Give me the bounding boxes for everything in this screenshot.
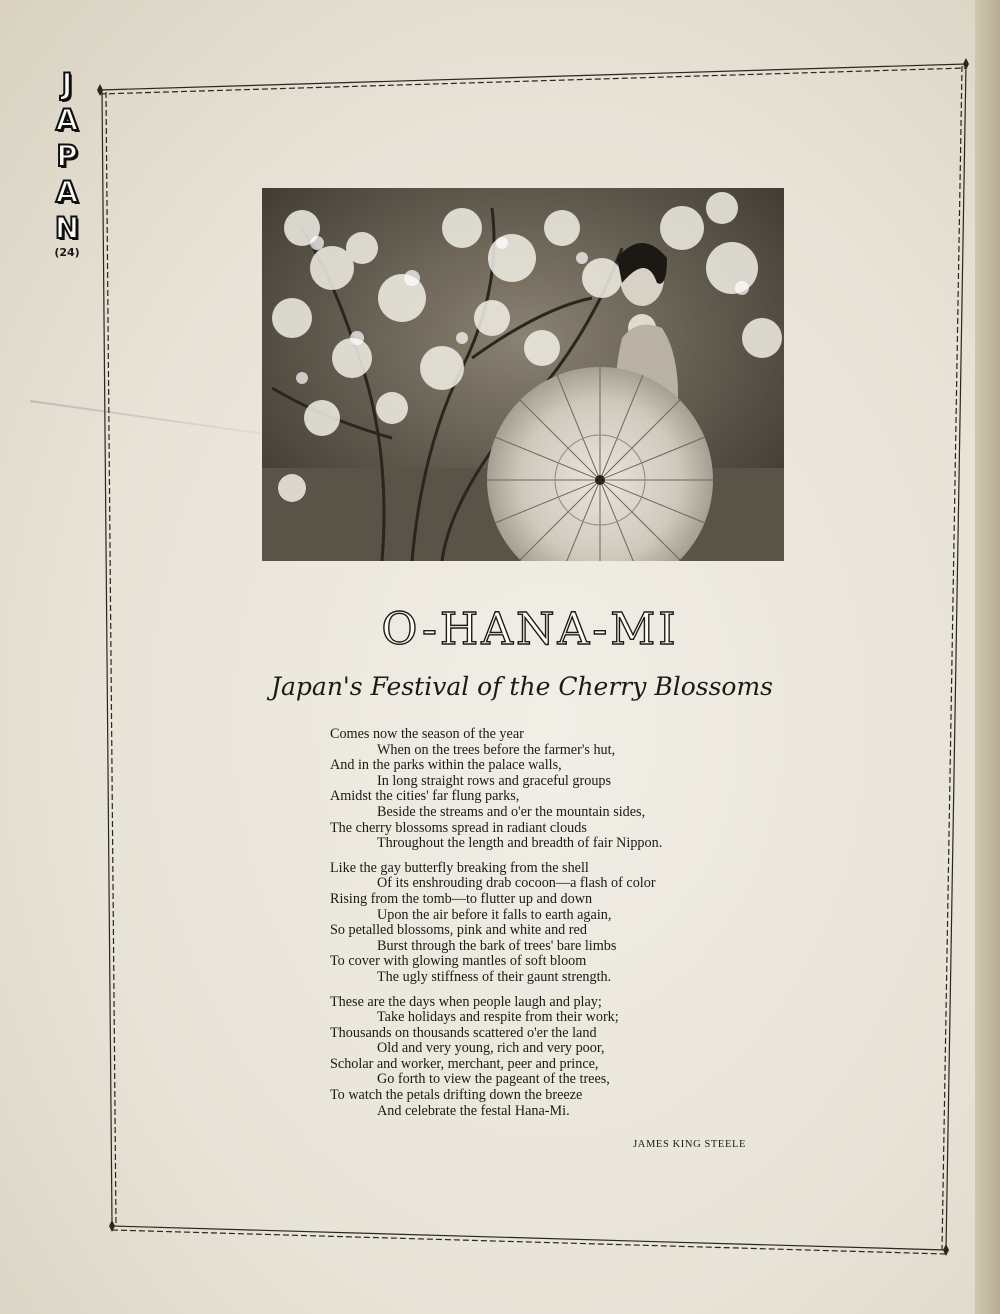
poem-line: Thousands on thousands scattered o'er the land [330,1024,597,1041]
poem-line: Comes now the season of the year [330,726,524,742]
poem-line: Old and very young, rich and very poor, [377,1040,605,1057]
title-letter: P [56,139,78,173]
poem-subtitle: Japan's Festival of the Cherry Blossoms [270,672,773,701]
poem-line: Go forth to view the pageant of the trees, [377,1071,610,1088]
title-letter: N [54,211,80,245]
page-number: (24) [54,246,80,259]
poem-line: Throughout the length and breadth of fair Nippon. [377,835,663,852]
poem-line: The cherry blossoms spread in radiant clouds [330,819,587,836]
poem-line: And celebrate the festal Hana-Mi. [377,1102,570,1119]
poem-line: To cover with glowing mantles of soft bloom [330,953,587,970]
poem-line: Scholar and worker, merchant, peer and prince, [330,1055,599,1072]
poem-line: Amidst the cities' far flung parks, [330,788,520,805]
poem-title: O-HANA-MI [381,604,679,655]
poem-line: Rising from the tomb—to flutter up and down [330,890,593,907]
poem-line: Of its enshrouding drab cocoon—a flash of color [377,875,656,892]
poem-line: When on the trees before the farmer's hut, [377,741,616,758]
title-letter: A [55,103,79,137]
poem-line: The ugly stiffness of their gaunt strength. [377,968,612,985]
title-letter: A [55,175,79,209]
poem-line: In long straight rows and graceful groups [377,772,612,789]
poem-line: And in the parks within the palace walls, [330,757,562,774]
poem-line: These are the days when people laugh and play; [330,993,602,1010]
poem-line: Beside the streams and o'er the mountain sides, [377,803,646,820]
cherry-blossom-photo [262,188,784,561]
title-letter: J [61,67,73,101]
poem-line: Upon the air before it falls to earth again, [377,906,612,923]
poem-author: JAMES KING STEELE [633,1139,746,1150]
poem-line: To watch the petals drifting down the breeze [330,1087,583,1104]
poem-line: So petalled blossoms, pink and white and red [330,922,587,939]
poem-body [330,727,750,1119]
poem-line: Take holidays and respite from their work; [377,1009,619,1026]
poem-line: Burst through the bark of trees' bare limbs [377,937,617,954]
poem-line: Like the gay butterfly breaking from the shell [330,859,589,876]
